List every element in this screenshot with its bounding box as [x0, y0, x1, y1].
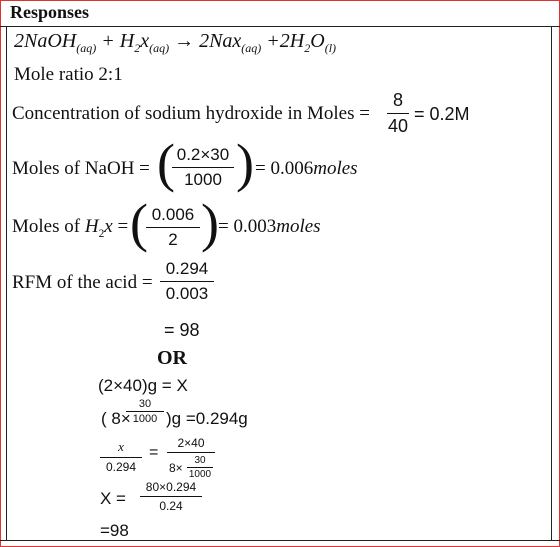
mole-ratio: Mole ratio 2:1	[14, 64, 123, 85]
bottom-border	[0, 540, 560, 541]
right-border	[551, 26, 552, 540]
ratio-equals: =	[149, 444, 159, 461]
alt-line-2-end: )g =0.294g	[166, 409, 248, 428]
moles-h2x-label: Moles of $H_2x$ =	[12, 216, 129, 240]
ratio-left: x 0.294	[100, 439, 142, 474]
x-label: X =	[100, 489, 126, 508]
rfm-fraction: 0.294 0.003	[160, 259, 214, 304]
header-divider	[0, 26, 560, 27]
concentration-fraction: 8 40	[387, 90, 409, 136]
left-border	[6, 26, 7, 540]
x-fraction: 80×0.294 0.24	[140, 480, 202, 513]
concentration-result: = 0.2M	[414, 104, 470, 124]
reaction-equation: 2NaOH$_{(aq)}$ + $H_2x_{(aq)} \to 2Nax_{(aq)} +2H_2O_{(l)}$	[14, 30, 337, 55]
moles-naoh-label: Moles of NaOH =	[12, 158, 150, 179]
rfm-label: RFM of the acid =	[12, 272, 153, 293]
moles-h2x-result: = 0.003moles	[218, 216, 321, 237]
alt-line-2-fraction: 30 1000	[126, 398, 164, 425]
moles-naoh-fraction: 0.2×30 1000	[172, 145, 234, 190]
moles-naoh-result: = 0.006moles	[255, 158, 358, 179]
alt-line-1: (2×40)g = X	[98, 376, 188, 395]
final-answer: =98	[100, 521, 129, 540]
rfm-result: = 98	[164, 320, 200, 340]
concentration-label: Concentration of sodium hydroxide in Moles =	[12, 103, 370, 124]
ratio-right: 2×40 8× 30 1000	[167, 436, 215, 481]
or-divider: OR	[157, 347, 187, 369]
alt-line-2: ( 8×	[101, 409, 131, 428]
moles-h2x-fraction: 0.006 2	[146, 205, 200, 250]
section-heading: Responses	[10, 2, 90, 22]
